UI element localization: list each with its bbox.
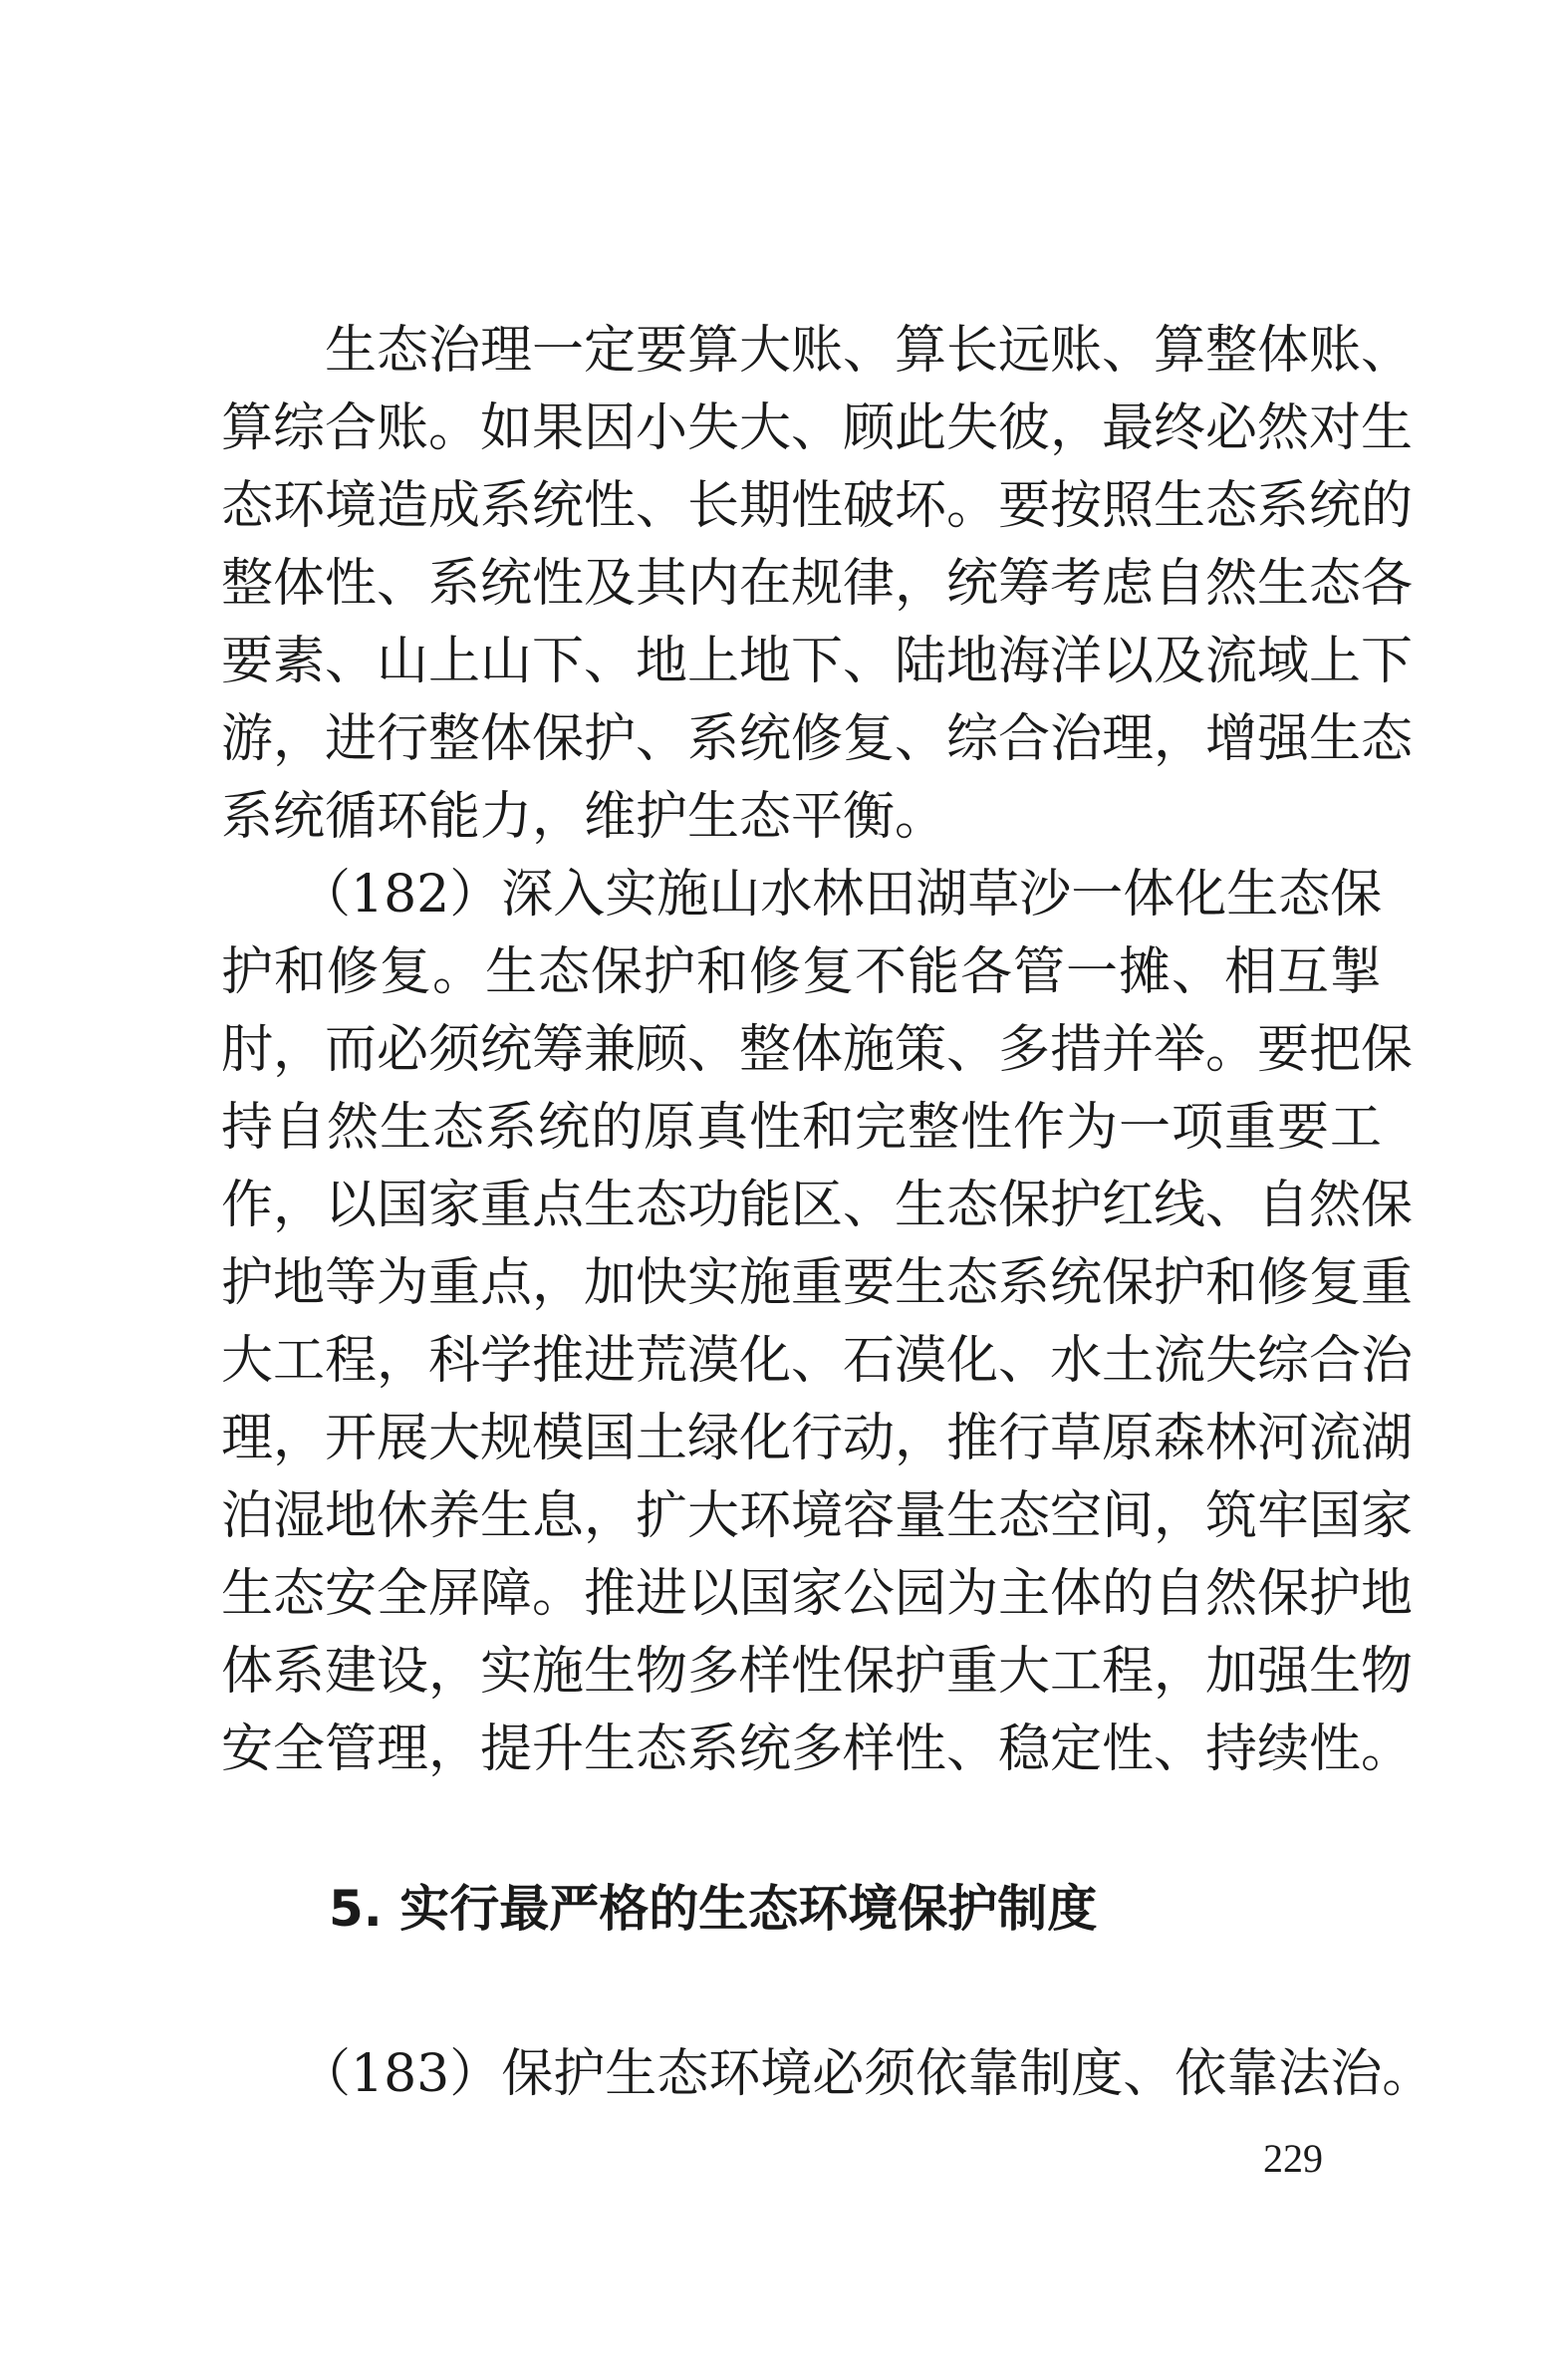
paragraph-2-line-4: 持自然生态系统的原真性和完整性作为一项重要工: [221, 1098, 1382, 1158]
paragraph-1-line-1: 生态治理一定要算大账、算长远账、算整体账、: [221, 321, 1414, 381]
paragraph-2-line-12: 安全管理，提升生态系统多样性、稳定性、持续性。: [221, 1719, 1414, 1779]
paragraph-1-line-4: 整体性、系统性及其内在规律，统筹考虑自然生态各: [221, 554, 1414, 614]
paragraph-3-line-1: （183）保护生态环境必须依靠制度、依靠法治。: [221, 2044, 1435, 2104]
paragraph-2-line-10: 生态安全屏障。推进以国家公园为主体的自然保护地: [221, 1564, 1414, 1624]
paragraph-1-line-7: 系统循环能力，维护生态平衡。: [221, 787, 947, 847]
paragraph-2-line-2: 护和修复。生态保护和修复不能各管一摊、相互掣: [221, 942, 1382, 1002]
paragraph-2-line-9: 泊湿地休养生息，扩大环境容量生态空间，筑牢国家: [221, 1486, 1414, 1546]
paragraph-1-line-6: 游，进行整体保护、系统修复、综合治理，增强生态: [221, 709, 1414, 769]
paragraph-2-line-8: 理，开展大规模国土绿化行动，推行草原森林河流湖: [221, 1409, 1414, 1468]
paragraph-2-line-3: 肘，而必须统筹兼顾、整体施策、多措并举。要把保: [221, 1020, 1414, 1080]
paragraph-1-line-5: 要素、山上山下、地上地下、陆地海洋以及流域上下: [221, 632, 1414, 691]
paragraph-1-line-3: 态环境造成系统性、长期性破坏。要按照生态系统的: [221, 476, 1414, 536]
paragraph-1-line-2: 算综合账。如果因小失大、顾此失彼，最终必然对生: [221, 398, 1414, 458]
section-heading: 5. 实行最严格的生态环境保护制度: [329, 1880, 1098, 1938]
paragraph-2-line-11: 体系建设，实施生物多样性保护重大工程，加强生物: [221, 1642, 1414, 1702]
paragraph-2-line-7: 大工程，科学推进荒漠化、石漠化、水土流失综合治: [221, 1331, 1414, 1391]
page-number: 229: [1263, 2136, 1323, 2181]
paragraph-2-line-1: （182）深入实施山水林田湖草沙一体化生态保: [221, 865, 1383, 925]
paragraph-2-line-6: 护地等为重点，加快实施重要生态系统保护和修复重: [221, 1253, 1414, 1313]
paragraph-2-line-5: 作，以国家重点生态功能区、生态保护红线、自然保: [221, 1176, 1414, 1235]
